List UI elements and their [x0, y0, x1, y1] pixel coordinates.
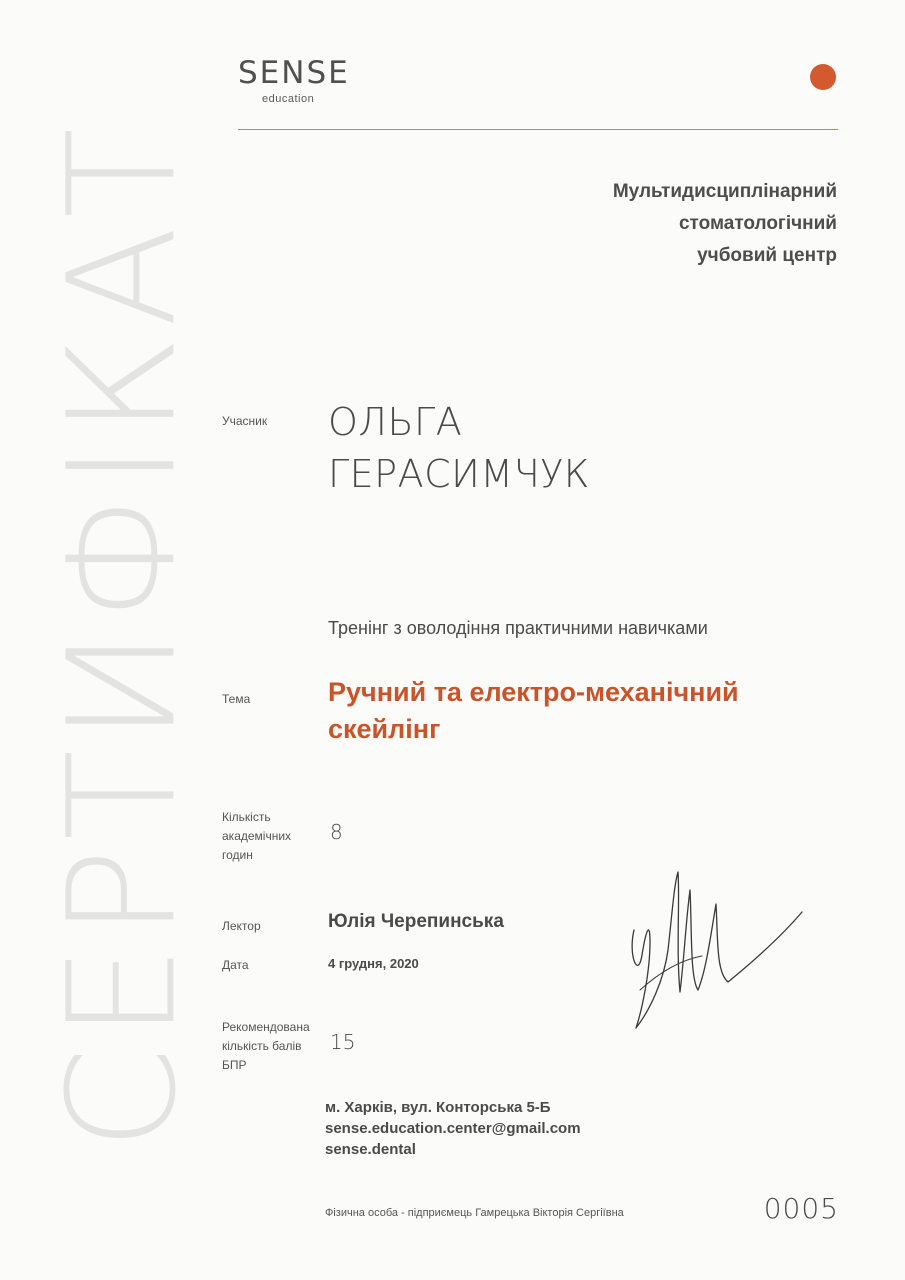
website-line: sense.dental	[325, 1141, 416, 1158]
topic-line: скейлінг	[328, 714, 441, 744]
points-label-line: БПР	[222, 1058, 247, 1072]
date-value: 4 грудня, 2020	[328, 956, 419, 971]
lecturer-label: Лектор	[222, 919, 261, 933]
email-line: sense.education.center@gmail.com	[325, 1120, 581, 1137]
points-value: 15	[330, 1030, 356, 1054]
header-divider	[238, 129, 838, 130]
serial-number: 0005	[763, 1192, 839, 1225]
lecturer-name: Юлія Черепинська	[328, 911, 504, 932]
sense-logo	[238, 55, 350, 105]
hours-label	[222, 808, 322, 865]
center-name	[613, 176, 837, 272]
hours-value: 8	[330, 820, 343, 844]
vertical-title-text: СЕРТИФІКАТ	[36, 119, 209, 1151]
points-label	[222, 1018, 322, 1075]
center-name-line: учбовий центр	[697, 245, 837, 266]
contact-block	[325, 1097, 581, 1160]
logo-name: SENSE	[238, 55, 350, 91]
training-type: Тренінг з оволодіння практичними навичками	[328, 618, 708, 638]
vertical-certificate-title	[36, 50, 209, 1220]
signature-icon	[620, 860, 810, 1040]
hours-label-line: годин	[222, 848, 253, 862]
date-label: Дата	[222, 958, 249, 972]
participant-name-line: ГЕРАСИМЧУК	[328, 452, 590, 496]
points-label-line: Рекомендована	[222, 1020, 310, 1034]
topic-label: Тема	[222, 692, 251, 706]
participant-name	[328, 396, 590, 500]
center-name-line: стоматологічний	[678, 213, 837, 234]
hours-label-line: академічних	[222, 829, 292, 843]
points-label-line: кількість балів	[222, 1039, 302, 1053]
topic-title	[328, 674, 868, 748]
center-name-line: Мультидисциплінарний	[612, 181, 837, 202]
address-line: м. Харків, вул. Конторська 5-Б	[325, 1099, 551, 1116]
logo-subtitle: education	[262, 93, 315, 105]
participant-name-line: ОЛЬГА	[328, 400, 463, 444]
footer-entity: Фізична особа - підприємець Гамрецька Вікторія Сергіївна	[325, 1207, 624, 1219]
participant-label: Учасник	[222, 414, 268, 428]
hours-label-line: Кількість	[222, 810, 271, 824]
topic-line: Ручний та електро-механічний	[328, 677, 739, 707]
accent-dot-icon	[810, 64, 836, 90]
